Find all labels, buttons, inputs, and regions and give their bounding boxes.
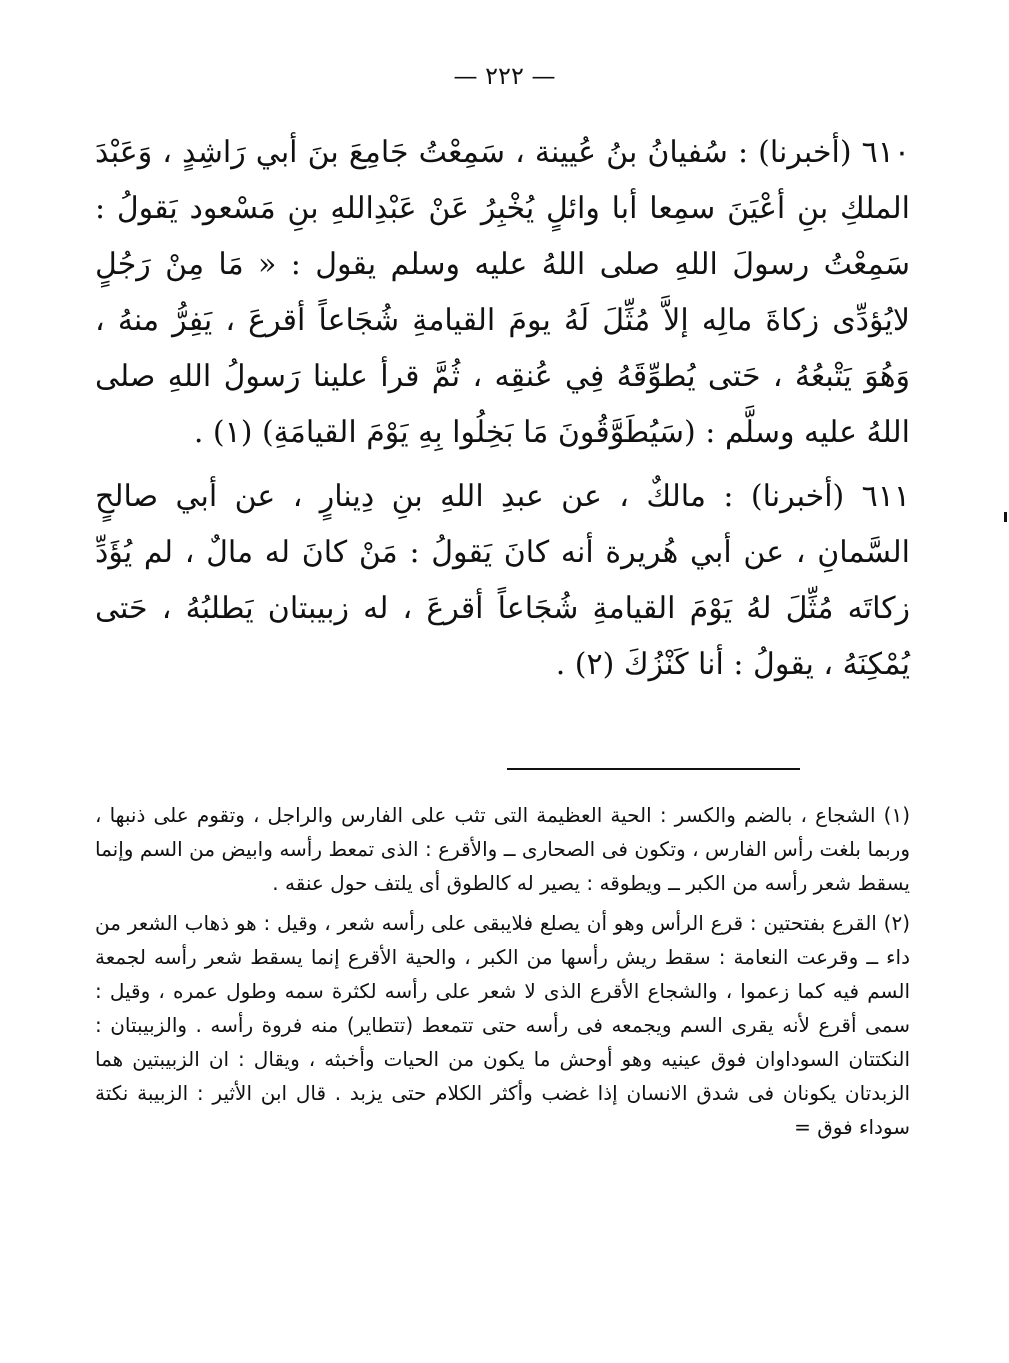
- page-number: — ٢٢٢ —: [453, 62, 556, 90]
- hadith-610: ٦١٠ (أخبرنا) : سُفيانُ بنُ عُيينة ، سَمِعْتُ جَامِعَ بنَ أبي رَاشِدٍ ، وَعَبْدَ الملكِ بنِ أعْيَنَ سمِعا أبا وائلٍ يُخْبِرُ عَنْ عَبْدِاللهِ بنِ مَسْعود يَقولُ : سَمِعْتُ رسولَ اللهِ صلى اللهُ عليه وسلم يقول : « مَا مِنْ رَجُلٍ لايُؤدِّى زكاةَ مالِه إلاَّ مُثِّلَ لَهُ يومَ القيامةِ شُجَاعاً أقرعَ ، يَفِرُّ منهُ ، وَهُوَ يَتْبعُهُ ، حَتى يُطوِّقَهُ فِي عُنقِه ، ثُمَّ قرأ علينا رَسولُ اللهِ صلى اللهُ عليه وسلَّم : (سَيُطَوَّقُونَ مَا بَخِلُوا بِهِ يَوْمَ القيامَةِ) (١) .: [95, 135, 910, 450]
- footnote-2: (٢) القرع بفتحتين : قرع الرأس وهو أن يصلع فلايبقى على رأسه شعر ، وقيل : هو ذهاب الشعر من داء ــ وقرعت النعامة : سقط ريش رأسها من الكبر ، والحية الأقرع إنما يسقط شعر رأسه لجمعة السم فيه كما زعموا ، والشجاع الأقرع الذى لا شعر على رأسه لكثرة سمه وطول عمره ، وقيل : سمى أقرع لأنه يقرى السم ويجمعه فى رأسه حتى تتمعط (تتطاير) منه فروة رأسه . والزبيبتان : النكتتان السوداوان فوق عينيه وهو أوحش ما يكون من الحيات وأخبثه ، ويقال : ان الزبيبتين هما الزبدتان يكونان فى شدق الانسان إذا غضب وأكثر الكلام حتى يزبد . قال ابن الأثير : الزبيبة نكتة سوداء فوق =: [95, 911, 910, 1139]
- hadith-611: ٦١١ (أخبرنا) : مالكٌ ، عن عبدِ اللهِ بنِ دِينارٍ ، عن أبي صالحٍ السَّمانِ ، عن أبي هُريرة أنه كانَ يَقولُ : مَنْ كانَ له مالٌ ، لم يُؤَدِّ زكاتَه مُثِّلَ لهُ يَوْمَ القيامةِ شُجَاعاً أقرعَ ، له زبيبتان يَطلبُهُ ، حَتى يُمْكِنَهُ ، يقولُ : أنا كَنْزُكَ (٢) .: [95, 479, 910, 682]
- footnote-1: (١) الشجاع ، بالضم والكسر : الحية العظيمة التى تثب على الفارس والراجل ، وتقوم على ذنبها ، وربما بلغت رأس الفارس ، وتكون فى الصحارى ــ والأقرع : الذى تمعط رأسه وابيض من السم وإنما يسقط شعر رأسه من الكبر ــ ويطوقه : يصير له كالطوق أى يلتف حول عنقه .: [95, 803, 910, 895]
- footnote-divider: [507, 768, 800, 770]
- margin-mark: [1004, 512, 1007, 522]
- main-text: [95, 125, 910, 701]
- footnotes: [95, 798, 910, 1150]
